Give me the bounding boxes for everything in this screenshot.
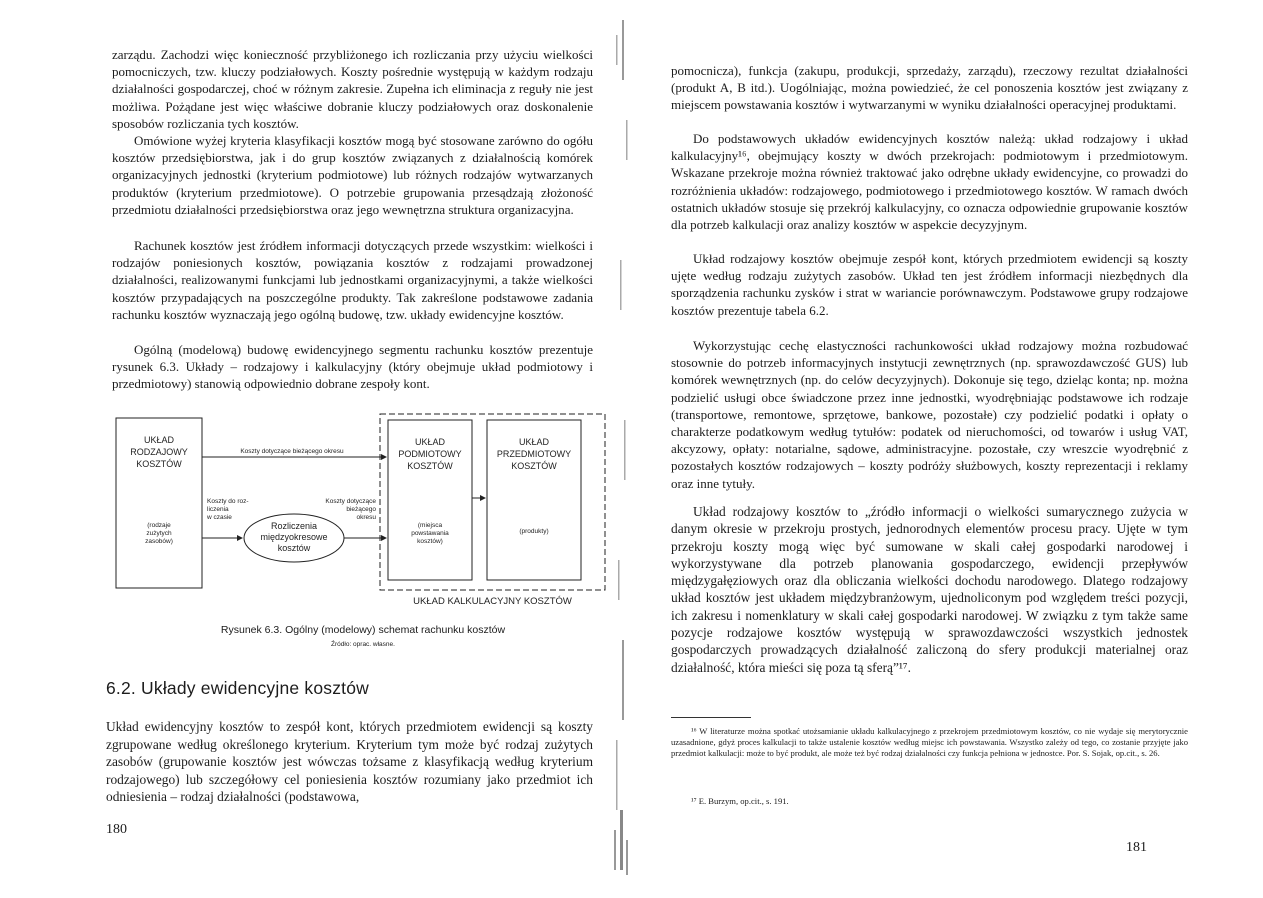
paragraph: Rachunek kosztów jest źródłem informacji dotyczących przede wszystkim: wielkości i rodzajów poniesionych kosztów, powiązania kosztów z rodzajami prowadzonej działalności, realizowanymi funkcjami lub jednostkami organizacyjnymi, a także wielkości kosztów przypadających na poszczególne produkty. Tak zakreślone podstawowe zadania rachunku kosztów wyznaczają jego ogólną budowę, tzw. układy ewidencyjne kosztów.: [112, 238, 593, 322]
paragraph: Układ ewidencyjny kosztów to zespół kont, których przedmiotem ewidencji są koszty zgrupowane według określonego kryterium. Kryterium tym może być rodzaj zużytych zasobów (grupowanie kosztów jest wówczas tożsame z klasyfikacją według kryterium rodzajowego) lub szczegółowy cel poniesienia kosztów rozumiany jako przedmiot ich odniesienia – rodzaj działalności (podstawowa,: [106, 719, 593, 805]
box-przedmiotowy-label: UKŁAD PRZEDMIOTOWY KOSZTÓW: [496, 437, 572, 471]
label-costs-to-settle: Koszty do roz- liczenia w czasie: [207, 498, 249, 521]
figure-source: Źródło: oprac. własne.: [331, 641, 395, 648]
box-podmiotowy-label: UKŁAD PODMIOTOWY KOSZTÓW: [398, 437, 462, 471]
binding-gutter: [606, 0, 636, 893]
paragraph: Wykorzystując cechę elastyczności rachunkowości układ rodzajowy można rozbudować stosownie do potrzeb informacyjnych instytucji zewnętrznych (np. sprawozdawczość GUS) lub komórek wewnętrznych (np. do celów decyzyjnych). Dokonuje się tego, dzieląc konta; np. można podzielić usługi obce świadczone przez inne jednostki, wyodrębniając podstawowe ich rodzaje (transportowe, remontowe, sprzętowe, bankowe, pozostałe) czy podzielić podatki i opłaty o charakterze podatkowym według tytułów: podatek od nieruchomości, od towarów i usług VAT, akcyzowy, opłaty: notarialne, sądowe, administracyjne. pozostałe, czy wreszcie wyodrębnić z pozostałych kosztów rodzajowych – koszty podróży służbowych, koszty reprezentacji i reklamy oraz inne tytuły.: [671, 338, 1188, 491]
box-przedmiotowy-note: (produkty): [519, 528, 549, 535]
footnote: ¹⁶ W literaturze można spotkać utożsamianie układu kalkulacyjnego z przekrojem przedmiotowym kosztów, co nie wydaje się merytorycznie uzasadnione, gdyż proces kalkulacji to także ustalenie kosztów według miejsc ich powstawania. Wszystko zależy od tego, co zostanie przyjęte jako przedmiot kalkulacji: może to być produkt, ale może też być rodzaj działalności czy funkcja pełniona w jednostce. Por. S. Sojak, op.cit., s. 26.: [671, 726, 1188, 758]
right-page: [636, 0, 1263, 893]
section-title: 6.2. Układy ewidencyjne kosztów: [106, 678, 369, 698]
paragraph: Omówione wyżej kryteria klasyfikacji kosztów mogą być stosowane zarówno do ogółu kosztów przedsiębiorstwa, jak i do grup kosztów związanych z działalnością komórek organizacyjnych jednostki (kryterium podmiotowe) lub różnych rodzajów wytwarzanych produktów (kryterium przedmiotowe). O potrzebie grupowania przesądzają złożoność przedmiotu działalności przedsiębiorstwa oraz jego wewnętrzna struktura organizacyjna.: [112, 133, 593, 217]
paragraph: Do podstawowych układów ewidencyjnych kosztów należą: układ rodzajowy i układ kalkulacyjny¹⁶, obejmujący koszty w dwóch przekrojach: podmiotowym i przedmiotowym. Wskazane przekroje można również traktować jako odrębne układy ewidencyjne, co prowadzi do rozróżnienia układów: rodzajowego, podmiotowego i przedmiotowego kosztów. W ramach dwóch ostatnich układów stosuje się przekrój kalkulacyjny, co oznacza odpowiednie grupowanie kosztów dla potrzeb kalkulacji oraz analizy kosztów w aspekcie decyzyjnym.: [671, 131, 1188, 233]
gutter-noise: [606, 0, 636, 893]
box-rodzajowy-label: UKŁAD RODZAJOWY KOSZTÓW: [130, 435, 188, 469]
figure-6-3-diagram: [112, 410, 612, 615]
box-rodzajowy-note: (rodzaje zużytych zasobów): [145, 522, 173, 545]
figure-caption: Rysunek 6.3. Ogólny (modelowy) schemat rachunku kosztów: [220, 624, 506, 636]
left-page: [0, 0, 620, 893]
page-number: 181: [1126, 840, 1147, 855]
page-number: 180: [106, 822, 127, 837]
paragraph: Układ rodzajowy kosztów to „źródło informacji o wielkości sumarycznego zużycia w danym okresie w przekroju prostych, jednorodnych elementów procesu pracy. Ujęte w tym przekroju koszty mogą więc być sumowane w skali całej gospodarki narodowej i wykorzystywane dla potrzeb planowania gospodarczego, ewidencji przepływów międzygałęziowych oraz dla obliczania wielkości dochodu narodowego. Dlatego rodzajowy układ kosztów jest układem międzybranżowym, ujednoliconym pod względem treści pozycji, ich zakresu i nomenklatury w skali całej gospodarki narodowej. W związku z tym także same pozycje rodzajowe kosztów występują w sprawozdawczości wszystkich jednostek gospodarczych prowadzących działalność zaliczoną do sfery produkcji materialnej oraz działalność, która mieści się poza tą sferą”¹⁷.: [671, 504, 1188, 675]
paragraph: Ogólną (modelową) budowę ewidencyjnego segmentu rachunku kosztów prezentuje rysunek 6.3. Układy – rodzajowy i kalkulacyjny (który obejmuje układ podmiotowy i przedmiotowy) stanowią odpowiednio dobrane zespoły kont.: [112, 342, 593, 392]
box-podmiotowy-note: (miejsca powstawania kosztów): [411, 522, 449, 545]
ellipse-label: Rozliczenia międzyokresowe kosztów: [260, 521, 328, 553]
paragraph: pomocnicza), funkcja (zakupu, produkcji, sprzedaży, zarządu), rzeczowy rezultat działalności (produkt A, B itd.). Uogólniając, można powiedzieć, że cel ponoszenia kosztów jest związany z miejscem powstawania kosztów i wytwarzanymi w wyniku działalności operacyjnej produktami.: [671, 63, 1188, 113]
paragraph: Układ rodzajowy kosztów obejmuje zespół kont, których przedmiotem ewidencji są koszty ujęte według rodzaju zużytych zasobów. Układ ten jest źródłem informacji niezbędnych dla sporządzenia rachunku zysków i strat w wariancie porównawczym. Podstawowe grupy rodzajowe kosztów prezentuje tabela 6.2.: [671, 251, 1188, 318]
footnote-separator: [671, 717, 751, 718]
paragraph: zarządu. Zachodzi więc konieczność przybliżonego ich rozliczania przy użyciu wielkości pomocniczych, tzw. kluczy podziałowych. Koszty pośrednie występują w każdym rodzaju działalności gospodarczej, choć w różnym zakresie. Zupełna ich eliminacja z reguły nie jest możliwa. Pożądane jest więc właściwe dobranie kluczy podziałowych oraz doskonalenie sposobów rozliczania tych kosztów.: [112, 47, 593, 131]
arrow-top-label: Koszty dotyczące bieżącego okresu: [240, 448, 344, 455]
label-costs-current-period: Koszty dotyczące bieżącego okresu: [325, 498, 376, 521]
group-kalkulacyjny-label: UKŁAD KALKULACYJNY KOSZTÓW: [413, 596, 572, 607]
footnote: ¹⁷ E. Burzym, op.cit., s. 191.: [691, 796, 789, 806]
